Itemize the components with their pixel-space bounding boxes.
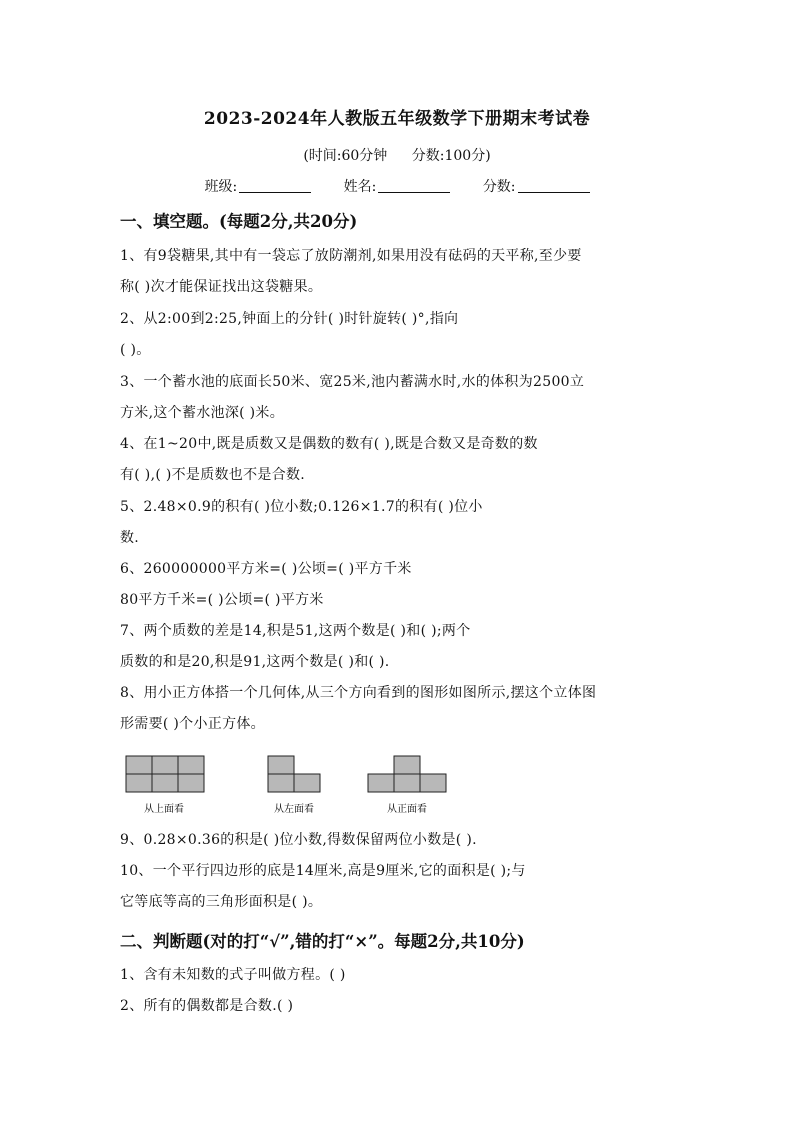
- question-line: 3、一个蓄水池的底面长50米、宽25米,池内蓄满水时,水的体积为2500立: [120, 374, 585, 390]
- tf-question-1: [120, 960, 680, 991]
- section-true-false-heading: 二、判断题(对的打“√”,错的打“×”。每题2分,共10分): [120, 932, 525, 951]
- student-info: [0, 176, 794, 196]
- question-1: [120, 241, 680, 303]
- question-line: 称( )次才能保证找出这袋糖果。: [120, 279, 323, 295]
- question-line: ( )。: [120, 342, 151, 358]
- top-view-square: [152, 774, 178, 792]
- question-line: 8、用小正方体搭一个几何体,从三个方向看到的图形如图所示,摆这个立体图: [120, 685, 597, 701]
- question-line: 1、含有未知数的式子叫做方程。( ): [120, 967, 346, 983]
- left-view-square: [268, 756, 294, 774]
- top-view-square: [126, 774, 152, 792]
- question-6: [120, 554, 680, 616]
- question-line: 2、所有的偶数都是合数.( ): [120, 998, 294, 1014]
- left-view-square: [268, 774, 294, 792]
- top-view-square: [126, 756, 152, 774]
- class-field: [204, 176, 311, 196]
- front-view-label: 从正面看: [387, 804, 427, 815]
- name-label: 姓名:: [343, 179, 377, 195]
- score-label: 分数:: [482, 179, 516, 195]
- exam-title: 2023-2024年人教版五年级数学下册期末考试卷: [203, 109, 591, 129]
- cube-views-figure: [124, 752, 464, 822]
- score-blank[interactable]: [518, 178, 590, 193]
- question-7: [120, 616, 680, 678]
- name-field: [344, 176, 451, 196]
- question-10: [120, 856, 680, 918]
- question-line: 1、有9袋糖果,其中有一袋忘了放防潮剂,如果用没有砝码的天平称,至少要: [120, 248, 582, 264]
- class-blank[interactable]: [239, 178, 311, 193]
- exam-total-score: 分数:100分): [411, 148, 491, 164]
- top-view-label: 从上面看: [144, 804, 184, 815]
- question-line: 形需要( )个小正方体。: [120, 716, 265, 732]
- top-view-square: [178, 756, 204, 774]
- left-view-label: 从左面看: [274, 804, 314, 815]
- question-line: 9、0.28×0.36的积是( )位小数,得数保留两位小数是( ).: [120, 832, 477, 848]
- exam-subtitle: [0, 145, 794, 165]
- question-9: [120, 825, 680, 856]
- exam-time: (时间:60分钟: [303, 148, 388, 164]
- question-line: 10、一个平行四边形的底是14厘米,高是9厘米,它的面积是( );与: [120, 863, 526, 879]
- question-line: 质数的和是20,积是91,这两个数是( )和( ).: [120, 654, 390, 670]
- name-blank[interactable]: [378, 178, 450, 193]
- question-2: [120, 304, 680, 366]
- class-label: 班级:: [204, 179, 238, 195]
- question-line: 4、在1~20中,既是质数又是偶数的数有( ),既是合数又是奇数的数: [120, 436, 538, 452]
- question-line: 有( ),( )不是质数也不是合数.: [120, 467, 306, 483]
- front-view-square: [394, 774, 420, 792]
- tf-question-2: [120, 991, 680, 1022]
- question-line: 5、2.48×0.9的积有( )位小数;0.126×1.7的积有( )位小: [120, 499, 483, 515]
- question-3: [120, 367, 680, 429]
- question-line: 它等底等高的三角形面积是( )。: [120, 894, 323, 910]
- question-5: [120, 492, 680, 554]
- front-view-square: [420, 774, 446, 792]
- question-line: 80平方千米=( )公顷=( )平方米: [120, 592, 324, 608]
- question-line: 6、260000000平方米=( )公顷=( )平方千米: [120, 561, 412, 577]
- section-fill-blank-heading: 一、填空题。(每题2分,共20分): [120, 212, 358, 231]
- question-line: 数.: [120, 530, 140, 546]
- question-line: 7、两个质数的差是14,积是51,这两个数是( )和( );两个: [120, 623, 471, 639]
- question-line: 2、从2:00到2:25,钟面上的分针( )时针旋转( )°,指向: [120, 311, 459, 327]
- top-view-square: [152, 756, 178, 774]
- question-line: 方米,这个蓄水池深( )米。: [120, 405, 285, 421]
- front-view-square: [368, 774, 394, 792]
- front-view-square: [394, 756, 420, 774]
- question-4: [120, 429, 680, 491]
- score-field: [483, 176, 590, 196]
- top-view-square: [178, 774, 204, 792]
- cube-views-svg: [124, 752, 464, 822]
- left-view-square: [294, 774, 320, 792]
- question-8: [120, 678, 680, 740]
